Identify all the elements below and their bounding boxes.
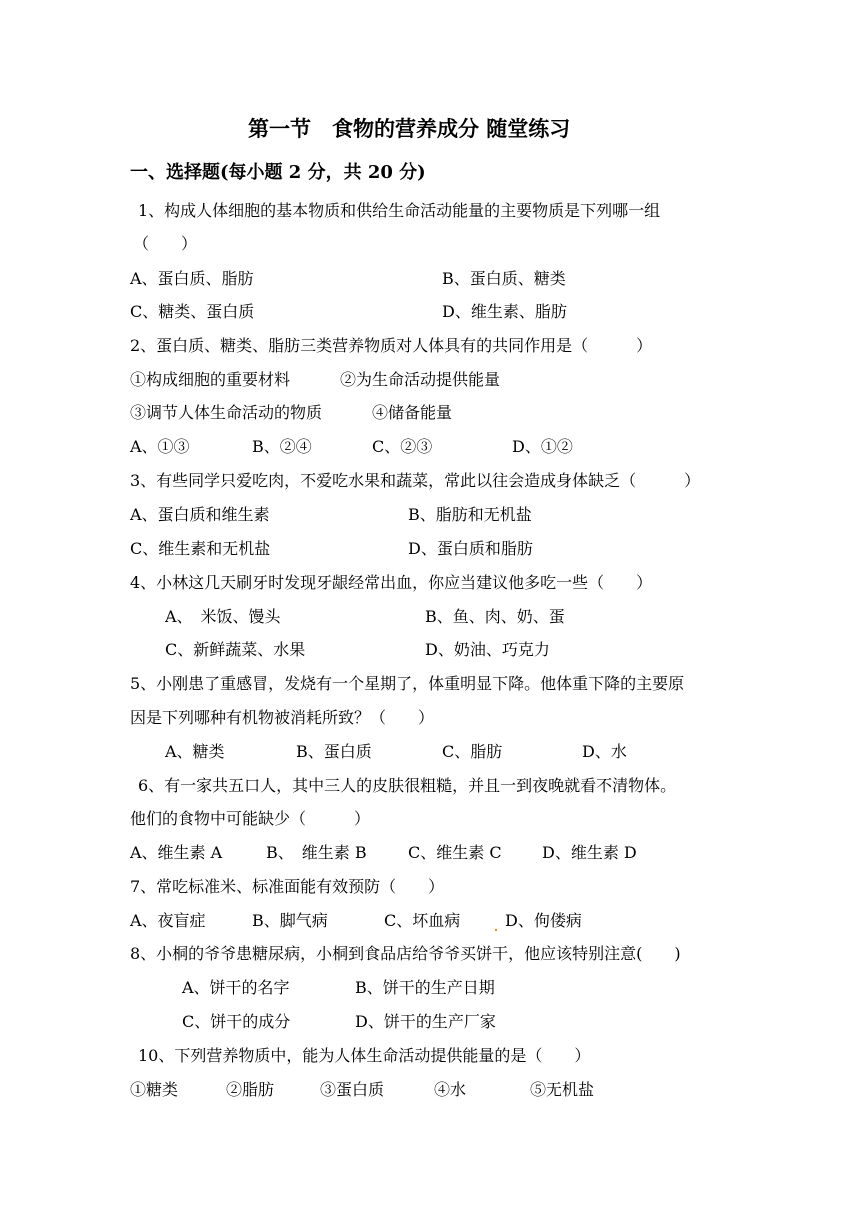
question-1-option-d: D、维生素、脂肪 <box>442 302 567 321</box>
question-5-option-b: B、蛋白质 <box>296 742 372 761</box>
question-3-stem: 3、有些同学只爱吃肉，不爱吃水果和蔬菜，常此以往会造成身体缺乏（ ） <box>130 471 701 490</box>
question-8-option-d: D、饼干的生产厂家 <box>355 1012 496 1031</box>
question-2-statement-4: ④储备能量 <box>372 403 453 422</box>
question-6-option-a: A、维生素 A <box>130 843 223 862</box>
question-3-option-b: B、脂肪和无机盐 <box>408 505 532 524</box>
page-title: 第一节 食物的营养成分 随堂练习 <box>248 116 571 141</box>
question-4-option-a: A、 米饭、馒头 <box>165 607 281 626</box>
question-2-stem: 2、蛋白质、糖类、脂肪三类营养物质对人体具有的共同作用是（ ） <box>130 336 653 355</box>
question-1-blank: （ ） <box>133 234 198 253</box>
question-8-stem: 8、小桐的爷爷患糖尿病，小桐到食品店给爷爷买饼干，他应该特别注意( ) <box>130 944 681 963</box>
question-6-stem-line-2: 他们的食物中可能缺少（ ） <box>130 809 371 828</box>
question-3-option-d: D、蛋白质和脂肪 <box>408 539 533 558</box>
question-10-item-1: ①糖类 <box>130 1080 179 1099</box>
question-2-option-a: A、①③ <box>130 437 190 456</box>
question-5-stem-line-2: 因是下列哪种有机物被消耗所致？（ ） <box>130 708 435 727</box>
question-2-option-d: D、①② <box>512 437 573 456</box>
stray-mark <box>495 929 497 931</box>
question-8-option-b: B、饼干的生产日期 <box>355 978 495 997</box>
question-5-option-c: C、脂肪 <box>442 742 503 761</box>
question-10-item-2: ②脂肪 <box>226 1080 275 1099</box>
question-6-stem-line-1: 6、有一家共五口人，其中三人的皮肤很粗糙，并且一到夜晚就看不清物体。 <box>138 776 677 795</box>
question-1-option-b: B、蛋白质、糖类 <box>442 269 566 288</box>
question-5-option-a: A、糖类 <box>165 742 225 761</box>
question-6-option-b: B、 维生素 B <box>266 843 367 862</box>
question-4-option-b: B、鱼、肉、奶、蛋 <box>425 607 565 626</box>
question-2-option-c: C、②③ <box>372 437 433 456</box>
question-1-option-a: A、蛋白质、脂肪 <box>130 269 254 288</box>
question-2-statement-3: ③调节人体生命活动的物质 <box>130 403 323 422</box>
question-7-option-d: D、佝偻病 <box>505 911 582 930</box>
question-6-option-c: C、维生素 C <box>408 843 502 862</box>
question-10-item-3: ③蛋白质 <box>320 1080 385 1099</box>
question-1-stem: 1、构成人体细胞的基本物质和供给生命活动能量的主要物质是下列哪一组 <box>138 201 661 220</box>
question-3-option-c: C、维生素和无机盐 <box>130 539 271 558</box>
section-heading: 一、选择题(每小题 2 分，共 20 分) <box>130 162 426 183</box>
question-10-item-5: ⑤无机盐 <box>530 1080 595 1099</box>
question-3-option-a: A、蛋白质和维生素 <box>130 505 270 524</box>
question-2-statement-1: ①构成细胞的重要材料 <box>130 370 291 389</box>
question-7-option-b: B、脚气病 <box>252 911 328 930</box>
question-2-option-b: B、②④ <box>252 437 312 456</box>
question-5-option-d: D、水 <box>582 742 627 761</box>
question-6-option-d: D、维生素 D <box>542 843 637 862</box>
question-10-stem: 10、下列营养物质中，能为人体生命活动提供能量的是（ ） <box>138 1046 591 1065</box>
question-4-option-c: C、新鲜蔬菜、水果 <box>165 640 306 659</box>
question-7-option-a: A、夜盲症 <box>130 911 206 930</box>
question-5-stem-line-1: 5、小刚患了重感冒，发烧有一个星期了，体重明显下降。他体重下降的主要原 <box>130 674 685 693</box>
question-4-option-d: D、奶油、巧克力 <box>425 640 550 659</box>
question-7-option-c: C、坏血病 <box>384 911 461 930</box>
question-10-item-4: ④水 <box>434 1080 467 1099</box>
question-2-statement-2: ②为生命活动提供能量 <box>340 370 501 389</box>
question-4-stem: 4、小林这几天刷牙时发现牙龈经常出血，你应当建议他多吃一些（ ） <box>130 573 653 592</box>
question-8-option-a: A、饼干的名字 <box>182 978 290 997</box>
question-7-stem: 7、常吃标准米、标准面能有效预防（ ） <box>130 877 445 896</box>
question-1-option-c: C、糖类、蛋白质 <box>130 302 255 321</box>
question-8-option-c: C、饼干的成分 <box>182 1012 291 1031</box>
